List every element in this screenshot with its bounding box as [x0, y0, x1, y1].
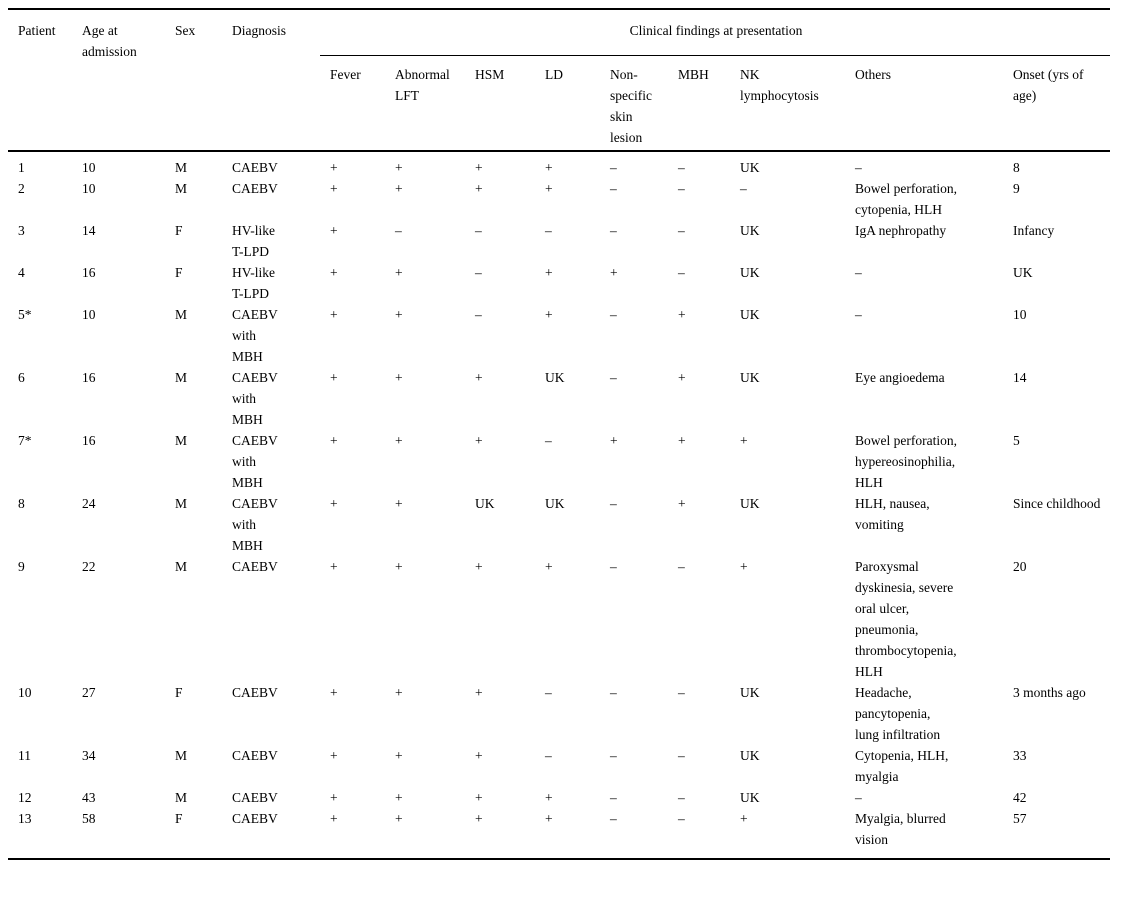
cell-mbh: +: [678, 496, 686, 511]
cell-mbh: –: [678, 160, 685, 175]
cell-onset: 5: [1013, 433, 1020, 448]
cell-diagnosis: CAEBV with MBH: [232, 370, 278, 427]
cell-nk-lymphocytosis: UK: [740, 370, 760, 385]
cell-hsm: UK: [475, 496, 495, 511]
table-row: [8, 808, 1110, 859]
cell-patient: 4: [18, 265, 25, 280]
cell-age: 16: [82, 433, 96, 448]
cell-patient: 1: [18, 160, 25, 175]
cell-mbh: +: [678, 433, 686, 448]
cell-skin-lesion: –: [610, 160, 617, 175]
cell-fever: +: [330, 811, 338, 826]
cell-hsm: +: [475, 559, 483, 574]
cell-mbh: +: [678, 307, 686, 322]
cell-patient: 3: [18, 223, 25, 238]
table-row: [8, 556, 1110, 682]
table-row: [8, 151, 1110, 178]
cell-diagnosis: CAEBV: [232, 181, 278, 196]
cell-hsm: –: [475, 223, 482, 238]
cell-skin-lesion: –: [610, 790, 617, 805]
cell-mbh: –: [678, 559, 685, 574]
cell-others: –: [855, 265, 862, 280]
cell-sex: M: [175, 790, 188, 805]
cell-abnormal-lft: +: [395, 790, 403, 805]
table-row: [8, 304, 1110, 367]
cell-diagnosis: CAEBV: [232, 559, 278, 574]
cell-skin-lesion: –: [610, 181, 617, 196]
cell-others: IgA nephropathy: [855, 223, 947, 238]
cell-ld: +: [545, 559, 553, 574]
cell-others: –: [855, 307, 862, 322]
cell-nk-lymphocytosis: –: [740, 181, 747, 196]
cell-ld: –: [545, 685, 552, 700]
cell-onset: Infancy: [1013, 223, 1055, 238]
cell-skin-lesion: –: [610, 685, 617, 700]
cell-sex: M: [175, 160, 188, 175]
cell-nk-lymphocytosis: UK: [740, 223, 760, 238]
cell-patient: 9: [18, 559, 25, 574]
cell-hsm: +: [475, 160, 483, 175]
cell-hsm: +: [475, 790, 483, 805]
cell-age: 10: [82, 307, 96, 322]
cell-diagnosis: CAEBV with MBH: [232, 496, 278, 553]
table-body: [8, 151, 1110, 859]
cell-diagnosis: CAEBV with MBH: [232, 433, 278, 490]
cell-age: 58: [82, 811, 96, 826]
cell-abnormal-lft: +: [395, 685, 403, 700]
cell-patient: 8: [18, 496, 25, 511]
cell-others: Myalgia, blurred vision: [855, 811, 946, 847]
cell-fever: +: [330, 748, 338, 763]
cell-ld: +: [545, 790, 553, 805]
cell-hsm: +: [475, 433, 483, 448]
cell-age: 16: [82, 265, 96, 280]
cell-onset: UK: [1013, 265, 1033, 280]
cell-age: 24: [82, 496, 96, 511]
cell-fever: +: [330, 265, 338, 280]
cell-ld: +: [545, 181, 553, 196]
cell-ld: +: [545, 307, 553, 322]
cell-fever: +: [330, 307, 338, 322]
cell-mbh: –: [678, 265, 685, 280]
table-row: [8, 682, 1110, 745]
cell-sex: M: [175, 433, 188, 448]
cell-nk-lymphocytosis: UK: [740, 790, 760, 805]
cell-nk-lymphocytosis: UK: [740, 748, 760, 763]
cell-sex: M: [175, 748, 188, 763]
table-row: [8, 745, 1110, 787]
cell-nk-lymphocytosis: UK: [740, 265, 760, 280]
table-row: [8, 262, 1110, 304]
cell-nk-lymphocytosis: UK: [740, 685, 760, 700]
cell-fever: +: [330, 559, 338, 574]
table-row: [8, 220, 1110, 262]
cell-diagnosis: HV-like T-LPD: [232, 223, 275, 259]
cell-others: Bowel perforation, hypereosinophilia, HLH: [855, 433, 957, 490]
cell-hsm: +: [475, 181, 483, 196]
cell-onset: 57: [1013, 811, 1027, 826]
cell-patient: 5*: [18, 307, 32, 322]
cell-diagnosis: CAEBV with MBH: [232, 307, 278, 364]
cell-hsm: +: [475, 370, 483, 385]
cell-diagnosis: CAEBV: [232, 160, 278, 175]
cell-mbh: –: [678, 685, 685, 700]
cell-mbh: +: [678, 370, 686, 385]
cell-age: 34: [82, 748, 96, 763]
cell-patient: 12: [18, 790, 32, 805]
cell-skin-lesion: –: [610, 559, 617, 574]
table-row: [8, 178, 1110, 220]
cell-diagnosis: CAEBV: [232, 790, 278, 805]
table-row: [8, 493, 1110, 556]
col-header-hsm: HSM: [475, 67, 505, 82]
cell-onset: Since childhood: [1013, 496, 1101, 511]
cell-ld: –: [545, 748, 552, 763]
cell-age: 27: [82, 685, 96, 700]
cell-abnormal-lft: +: [395, 559, 403, 574]
cell-diagnosis: CAEBV: [232, 748, 278, 763]
cell-nk-lymphocytosis: +: [740, 811, 748, 826]
table-header: [8, 9, 1110, 151]
cell-abnormal-lft: +: [395, 811, 403, 826]
cell-patient: 6: [18, 370, 25, 385]
cell-mbh: –: [678, 790, 685, 805]
cell-onset: 20: [1013, 559, 1027, 574]
cell-abnormal-lft: +: [395, 433, 403, 448]
cell-fever: +: [330, 685, 338, 700]
cell-skin-lesion: –: [610, 748, 617, 763]
cell-mbh: –: [678, 223, 685, 238]
cell-ld: UK: [545, 496, 565, 511]
cell-abnormal-lft: +: [395, 265, 403, 280]
cell-skin-lesion: –: [610, 811, 617, 826]
cell-others: Paroxysmal dyskinesia, severe oral ulcer, pneumonia, thrombocytopenia, HLH: [855, 559, 957, 679]
cell-mbh: –: [678, 811, 685, 826]
col-header-sex: Sex: [175, 23, 196, 38]
cell-onset: 33: [1013, 748, 1027, 763]
cell-diagnosis: HV-like T-LPD: [232, 265, 275, 301]
col-header-others: Others: [855, 67, 891, 82]
cell-patient: 13: [18, 811, 32, 826]
cell-fever: +: [330, 433, 338, 448]
cell-onset: 9: [1013, 181, 1020, 196]
cell-abnormal-lft: +: [395, 160, 403, 175]
table-row: [8, 787, 1110, 808]
cell-nk-lymphocytosis: +: [740, 559, 748, 574]
cell-age: 43: [82, 790, 96, 805]
cell-abnormal-lft: +: [395, 181, 403, 196]
cell-skin-lesion: –: [610, 370, 617, 385]
cell-others: Bowel perforation, cytopenia, HLH: [855, 181, 957, 217]
cell-age: 10: [82, 160, 96, 175]
col-header-nk-lymphocytosis: NK lymphocytosis: [740, 67, 819, 103]
cell-fever: +: [330, 790, 338, 805]
col-header-ld: LD: [545, 67, 563, 82]
cell-fever: +: [330, 223, 338, 238]
cell-others: –: [855, 160, 862, 175]
cell-skin-lesion: –: [610, 496, 617, 511]
cell-skin-lesion: –: [610, 223, 617, 238]
cell-nk-lymphocytosis: UK: [740, 496, 760, 511]
cell-patient: 11: [18, 748, 31, 763]
table-row: [8, 430, 1110, 493]
cell-onset: 42: [1013, 790, 1027, 805]
cell-age: 10: [82, 181, 96, 196]
cell-ld: +: [545, 811, 553, 826]
cell-ld: –: [545, 433, 552, 448]
cell-sex: F: [175, 811, 183, 826]
cell-fever: +: [330, 160, 338, 175]
cell-sex: F: [175, 223, 183, 238]
cell-age: 16: [82, 370, 96, 385]
cell-onset: 10: [1013, 307, 1027, 322]
cell-sex: M: [175, 307, 188, 322]
cell-abnormal-lft: +: [395, 370, 403, 385]
cell-sex: M: [175, 496, 188, 511]
col-group-header-clinical-findings: Clinical findings at presentation: [320, 9, 1110, 56]
header-row-groups: [8, 9, 1110, 56]
col-header-patient: Patient: [18, 23, 56, 38]
cell-ld: +: [545, 265, 553, 280]
cell-hsm: +: [475, 748, 483, 763]
cell-nk-lymphocytosis: +: [740, 433, 748, 448]
cell-others: Eye angioedema: [855, 370, 945, 385]
cell-mbh: –: [678, 748, 685, 763]
cell-hsm: –: [475, 307, 482, 322]
cell-others: –: [855, 790, 862, 805]
cell-hsm: –: [475, 265, 482, 280]
cell-patient: 10: [18, 685, 32, 700]
cell-onset: 8: [1013, 160, 1020, 175]
cell-nk-lymphocytosis: UK: [740, 307, 760, 322]
col-header-abnormal-lft: Abnormal LFT: [395, 67, 450, 103]
cell-fever: +: [330, 496, 338, 511]
cell-age: 14: [82, 223, 96, 238]
col-header-skin-lesion: Non-specific skin lesion: [610, 67, 652, 145]
cell-sex: M: [175, 559, 188, 574]
cell-sex: M: [175, 370, 188, 385]
col-header-mbh: MBH: [678, 67, 709, 82]
cell-ld: UK: [545, 370, 565, 385]
cell-others: HLH, nausea, vomiting: [855, 496, 930, 532]
patients-table: [8, 8, 1110, 860]
cell-ld: +: [545, 160, 553, 175]
cell-skin-lesion: +: [610, 433, 618, 448]
cell-others: Cytopenia, HLH, myalgia: [855, 748, 949, 784]
cell-onset: 3 months ago: [1013, 685, 1086, 700]
cell-sex: F: [175, 265, 183, 280]
cell-nk-lymphocytosis: UK: [740, 160, 760, 175]
cell-others: Headache, pancytopenia, lung infiltration: [855, 685, 941, 742]
cell-hsm: +: [475, 811, 483, 826]
cell-diagnosis: CAEBV: [232, 811, 278, 826]
cell-mbh: –: [678, 181, 685, 196]
col-header-onset: Onset (yrs of age): [1013, 67, 1084, 103]
cell-abnormal-lft: +: [395, 748, 403, 763]
cell-diagnosis: CAEBV: [232, 685, 278, 700]
cell-sex: F: [175, 685, 183, 700]
cell-fever: +: [330, 370, 338, 385]
col-header-fever: Fever: [330, 67, 361, 82]
cell-skin-lesion: +: [610, 265, 618, 280]
cell-abnormal-lft: +: [395, 496, 403, 511]
cell-abnormal-lft: +: [395, 307, 403, 322]
cell-skin-lesion: –: [610, 307, 617, 322]
cell-abnormal-lft: –: [395, 223, 402, 238]
cell-fever: +: [330, 181, 338, 196]
cell-patient: 7*: [18, 433, 32, 448]
cell-patient: 2: [18, 181, 25, 196]
cell-age: 22: [82, 559, 96, 574]
cell-onset: 14: [1013, 370, 1027, 385]
col-header-age: Age at admission: [82, 23, 137, 59]
cell-hsm: +: [475, 685, 483, 700]
cell-ld: –: [545, 223, 552, 238]
table-row: [8, 367, 1110, 430]
col-header-diagnosis: Diagnosis: [232, 23, 286, 38]
cell-sex: M: [175, 181, 188, 196]
